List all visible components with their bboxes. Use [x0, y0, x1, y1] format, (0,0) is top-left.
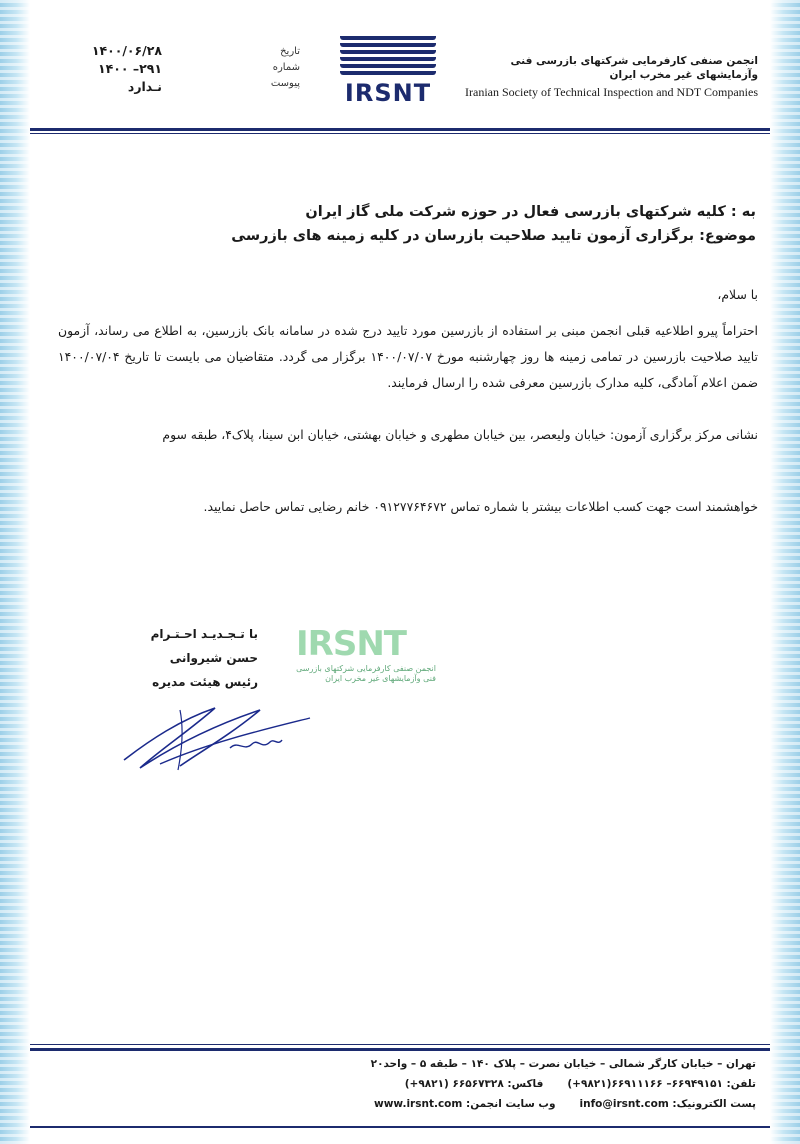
signature-block	[98, 622, 258, 694]
logo-stripes-icon	[340, 36, 436, 75]
organization-stamp	[296, 626, 436, 688]
footer-phone: تلفن: ۶۶۹۴۹۱۵۱– ۶۶۹۱۱۱۶۶(۹۸۲۱+)	[567, 1078, 756, 1090]
attachment-label: پیوست	[270, 78, 300, 89]
letter-greeting: با سلام،	[717, 287, 758, 302]
footer-divider-thin	[30, 1044, 770, 1045]
stamp-text: انجمن صنفی کارفرمایی شرکتهای بازرسی فنی وآزمایشهای غیر مخرب ایران	[296, 664, 436, 683]
letter-subject: موضوع: برگزاری آزمون تایید صلاحیت بازرسان در کلیه زمینه های بازرسی	[231, 228, 756, 244]
right-border-pattern	[770, 0, 800, 1144]
organization-name	[448, 54, 758, 100]
footer-website[interactable]: وب سایت انجمن: www.irsnt.com	[374, 1098, 556, 1110]
letter-attachment: نـدارد	[127, 79, 162, 94]
stamp-logo: IRSNT	[296, 624, 406, 664]
reference-values	[60, 42, 162, 96]
footer-email[interactable]: پست الکترونیک: info@irsnt.com	[579, 1098, 756, 1110]
left-border-pattern	[0, 0, 30, 1144]
handwritten-signature	[120, 690, 320, 780]
irsnt-logo	[340, 36, 436, 122]
footer-address: تهران – خیابان کارگر شمالی – خیابان نصرت – پلاک ۱۴۰ – طبقه ۵ – واحد۲۰	[370, 1058, 756, 1070]
closing-phrase: با تـجـدیـد احـتـرام	[150, 627, 258, 641]
letter-number: ۲۹۱– ۱۴۰۰	[97, 61, 162, 76]
letter-paragraph-3: خواهشمند است جهت کسب اطلاعات بیشتر با شماره تماس ۰۹۱۲۷۷۶۴۶۷۲ خانم رضایی تماس حاصل نمایید.	[203, 499, 758, 514]
header-divider	[30, 128, 770, 131]
reference-labels	[252, 44, 300, 92]
letter-paragraph-1: احتراماً پیرو اطلاعیه قبلی انجمن مبنی بر استفاده از بازرسین مورد تایید درج شده در سامانه بانک بازرسین، به اطلاع می رساند، آزمون تایید صلاحیت بازرسین در تمامی زمینه ها روز چهارشنبه مورخ ۱۴۰۰/۰۷/۰۷ برگزار می گردد. متقاضیان می بایست تا تاریخ ۱۴۰۰/۰۷/۰۴ ضمن اعلام آمادگی، کلیه مدارک بازرسین معرفی شده را ارسال فرمایند.	[58, 323, 758, 390]
header-divider-thin	[30, 133, 770, 134]
logo-wordmark: IRSNT	[344, 79, 432, 107]
footer-divider	[30, 1048, 770, 1051]
footer-fax: فاکس: ۶۶۵۶۷۳۲۸ (۹۸۲۱+)	[404, 1078, 544, 1090]
org-name-english: Iranian Society of Technical Inspection and NDT Companies	[465, 85, 758, 99]
letter-recipient: به : کلیه شرکتهای بازرسی فعال در حوزه شرکت ملی گاز ایران	[305, 204, 756, 220]
letter-paragraph-2: نشانی مرکز برگزاری آزمون: خیابان ولیعصر، بین خیابان مطهری و خیابان بهشتی، خیابان ابن سینا، پلاک۴، طبقه سوم	[162, 427, 758, 442]
bottom-divider	[30, 1126, 770, 1128]
date-label: تاریخ	[280, 46, 300, 57]
number-label: شماره	[272, 62, 300, 73]
footer-contact	[196, 1054, 756, 1114]
org-name-persian: انجمن صنفی کارفرمایی شرکتهای بازرسی فنی وآزمایشهای غیر مخرب ایران	[510, 55, 758, 81]
signer-title: رئیس هیئت مدیره	[152, 675, 258, 689]
signer-name: حسن شیروانی	[169, 651, 258, 665]
letter-date: ۱۴۰۰/۰۶/۲۸	[91, 43, 162, 58]
